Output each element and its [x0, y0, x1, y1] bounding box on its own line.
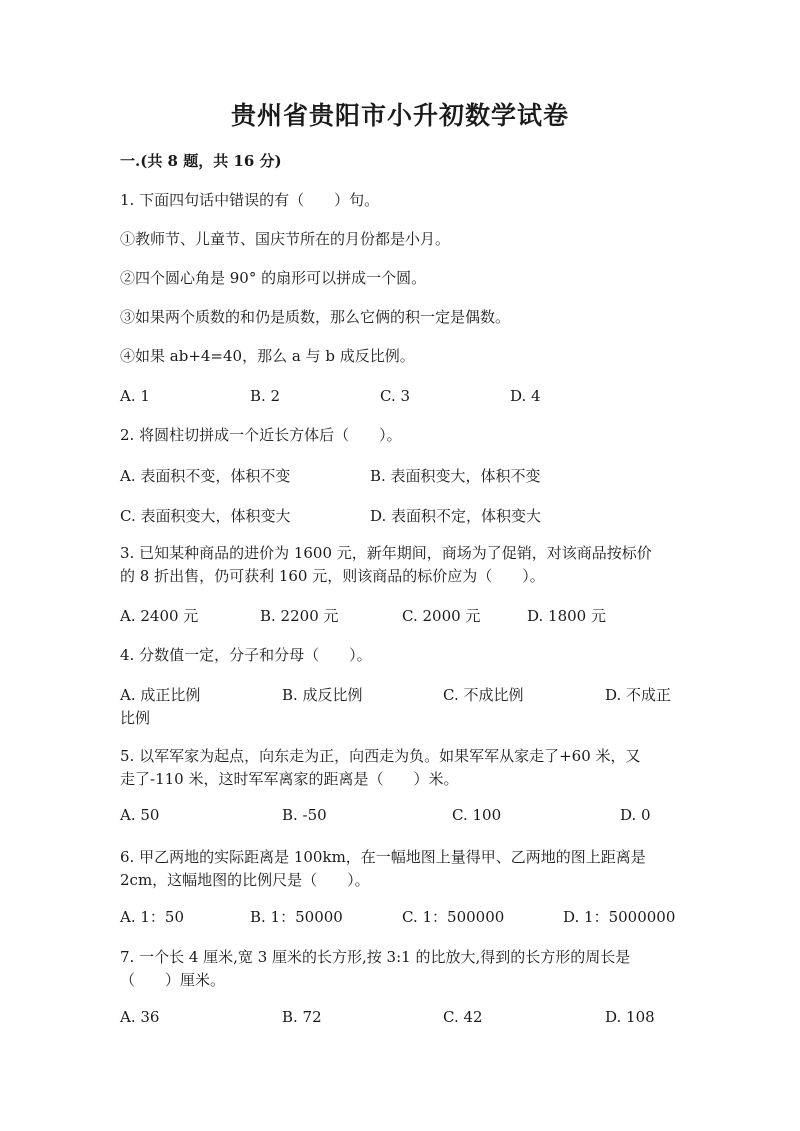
question-1-option-a: A. 1 [120, 387, 150, 405]
question-7-stem-line-2: （ ）厘米。 [120, 971, 226, 989]
question-1-statement-3: ③如果两个质数的和仍是质数，那么它俩的积一定是偶数。 [120, 308, 511, 326]
question-3-stem-line-2: 的 8 折出售，仍可获利 160 元，则该商品的标价应为（ ）。 [120, 567, 545, 585]
question-5-option-c: C. 100 [452, 806, 502, 824]
question-7-option-b: B. 72 [282, 1008, 322, 1026]
question-5-stem-line-2: 走了-110 米，这时军军离家的距离是（ ）米。 [120, 770, 459, 788]
section-heading: 一.(共 8 题，共 16 分) [120, 152, 282, 170]
question-2-option-c: C. 表面积变大，体积变大 [120, 507, 291, 525]
question-6-option-a: A. 1：50 [120, 908, 184, 926]
question-4-option-d: D. 不成正 [605, 686, 672, 704]
question-6-option-b: B. 1：50000 [250, 908, 343, 926]
question-6-stem-line-2: 2cm，这幅地图的比例尺是（ ）。 [120, 871, 370, 889]
question-5-option-a: A. 50 [120, 806, 160, 824]
question-4-option-c: C. 不成比例 [443, 686, 524, 704]
question-3-option-a: A. 2400 元 [120, 607, 199, 625]
question-4-stem: 4. 分数值一定，分子和分母（ ）。 [120, 646, 372, 664]
question-2-option-a: A. 表面积不变，体积不变 [120, 467, 291, 485]
question-3-option-d: D. 1800 元 [527, 607, 606, 625]
question-2-option-d: D. 表面积不定，体积变大 [370, 507, 542, 525]
question-1-option-c: C. 3 [380, 387, 411, 405]
question-2-option-b: B. 表面积变大，体积不变 [370, 467, 541, 485]
question-6-option-c: C. 1：500000 [402, 908, 505, 926]
question-1-option-d: D. 4 [510, 387, 541, 405]
question-1-option-b: B. 2 [250, 387, 281, 405]
question-7-stem-line-1: 7. 一个长 4 厘米,宽 3 厘米的长方形,按 3:1 的比放大,得到的长方形的周长是 [120, 948, 631, 966]
question-7-option-a: A. 36 [120, 1008, 160, 1026]
question-4-option-d-continued: 比例 [120, 709, 151, 727]
question-7-option-c: C. 42 [443, 1008, 483, 1026]
question-7-option-d: D. 108 [605, 1008, 655, 1026]
question-3-option-b: B. 2200 元 [260, 607, 339, 625]
question-3-stem-line-1: 3. 已知某种商品的进价为 1600 元，新年期间，商场为了促销，对该商品按标价 [120, 544, 652, 562]
question-1-statement-2: ②四个圆心角是 90° 的扇形可以拼成一个圆。 [120, 269, 427, 287]
question-1-statement-1: ①教师节、儿童节、国庆节所在的月份都是小月。 [120, 230, 451, 248]
question-2-stem: 2. 将圆柱切拼成一个近长方体后（ ）。 [120, 426, 402, 444]
question-1-statement-4: ④如果 ab+4=40，那么 a 与 b 成反比例。 [120, 347, 415, 365]
question-4-option-b: B. 成反比例 [282, 686, 363, 704]
question-5-option-d: D. 0 [620, 806, 651, 824]
page-title: 贵州省贵阳市小升初数学试卷 [230, 101, 569, 130]
question-4-option-a: A. 成正比例 [120, 686, 201, 704]
question-6-stem-line-1: 6. 甲乙两地的实际距离是 100km，在一幅地图上量得甲、乙两地的图上距离是 [120, 848, 646, 866]
question-5-option-b: B. -50 [282, 806, 327, 824]
question-6-option-d: D. 1：5000000 [563, 908, 676, 926]
question-3-option-c: C. 2000 元 [402, 607, 481, 625]
question-1-stem: 1. 下面四句话中错误的有（ ）句。 [120, 191, 380, 209]
question-5-stem-line-1: 5. 以军军家为起点，向东走为正，向西走为负。如果军军从家走了+60 米，又 [120, 747, 641, 765]
